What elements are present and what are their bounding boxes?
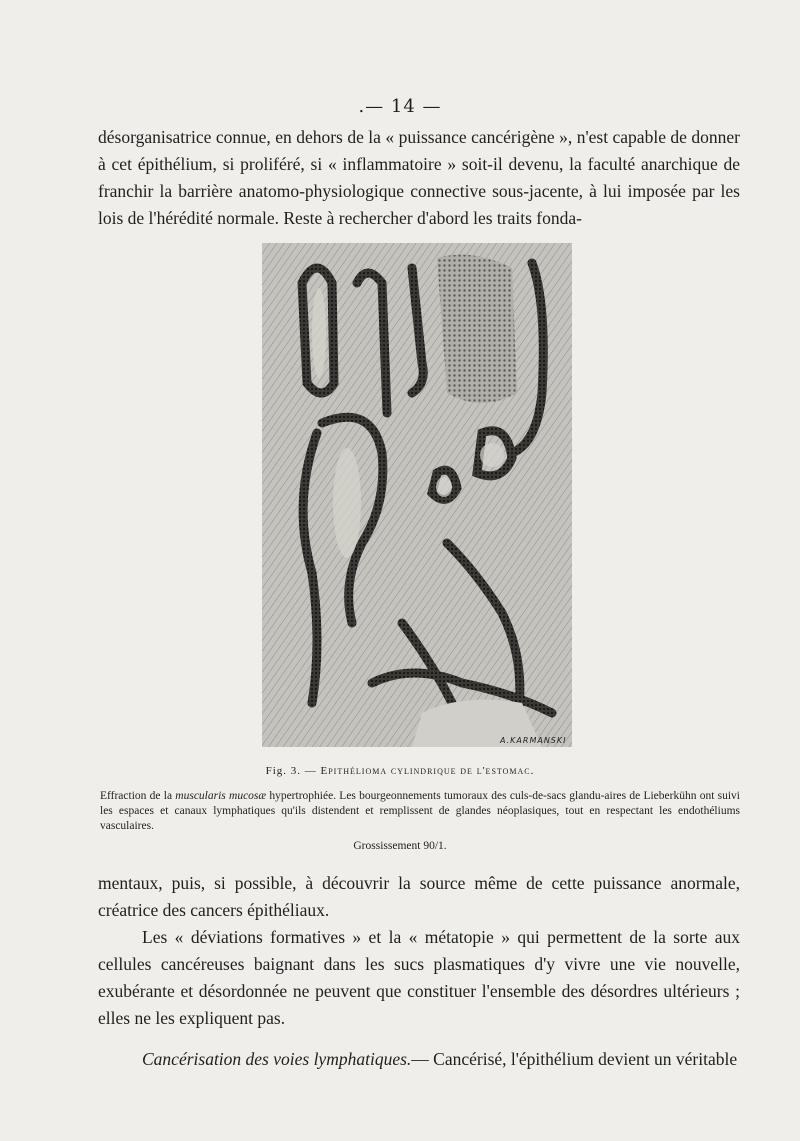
- caption-lead: Effraction de la: [100, 790, 173, 802]
- body-text-lower: [98, 870, 740, 1073]
- paragraph-after: mentaux, puis, si possible, à découvrir la source même de cette puissance anormale, créatrice des cancers épithéliaux.: [98, 873, 740, 920]
- figure-title: [0, 765, 800, 777]
- histology-illustration: [262, 243, 572, 747]
- figure-caption: [100, 789, 740, 834]
- section-text: — Cancérisé, l'épithélium devient un véritable: [411, 1049, 738, 1069]
- section-heading: Cancérisation des voies lymphatiques.: [142, 1049, 412, 1069]
- figure-label: Fig. 3. —: [265, 765, 317, 777]
- artist-signature: A.KARMANSKI: [500, 736, 567, 745]
- page-number: .— 14 —: [358, 96, 442, 117]
- section-paragraph: [98, 1046, 740, 1073]
- histology-figure: [262, 243, 572, 747]
- caption-rest: hypertrophiée. Les bourgeonnements tumoraux des culs-de-sacs glandu-aires de Lieberkühn ont suivi les espaces et canaux lymphatiques qu'ils distendent et remplissent de glandes néoplasiques, tout en respectant les endothéliums vasculaires.: [100, 790, 741, 832]
- figure-title-text: Epithélioma cylindrique de l'estomac.: [320, 765, 535, 777]
- paragraph-second: Les « déviations formatives » et la « métatopie » qui permettent de la sorte aux cellules cancéreuses baignant dans les sucs plasmatiques d'y vivre une vie nouvelle, exubérante et désordonnée ne peuvent que constituer l'ensemble des désordres ultérieurs ; elles ne les expliquent pas.: [98, 927, 740, 1028]
- figure-magnification: Grossissement 90/1.: [353, 840, 447, 852]
- caption-term: muscularis mucosæ: [175, 790, 267, 802]
- paragraph-top: désorganisatrice connue, en dehors de la « puissance cancérigène », n'est capable de donner à cet épithélium, si proliféré, si « inflammatoire » soit-il devenu, la faculté anarchique de franchir la barrière anatomo-physiologique connective sous-jacente, à lui imposée par les lois de l'hérédité normale. Reste à rechercher d'abord les traits fonda-: [98, 127, 740, 228]
